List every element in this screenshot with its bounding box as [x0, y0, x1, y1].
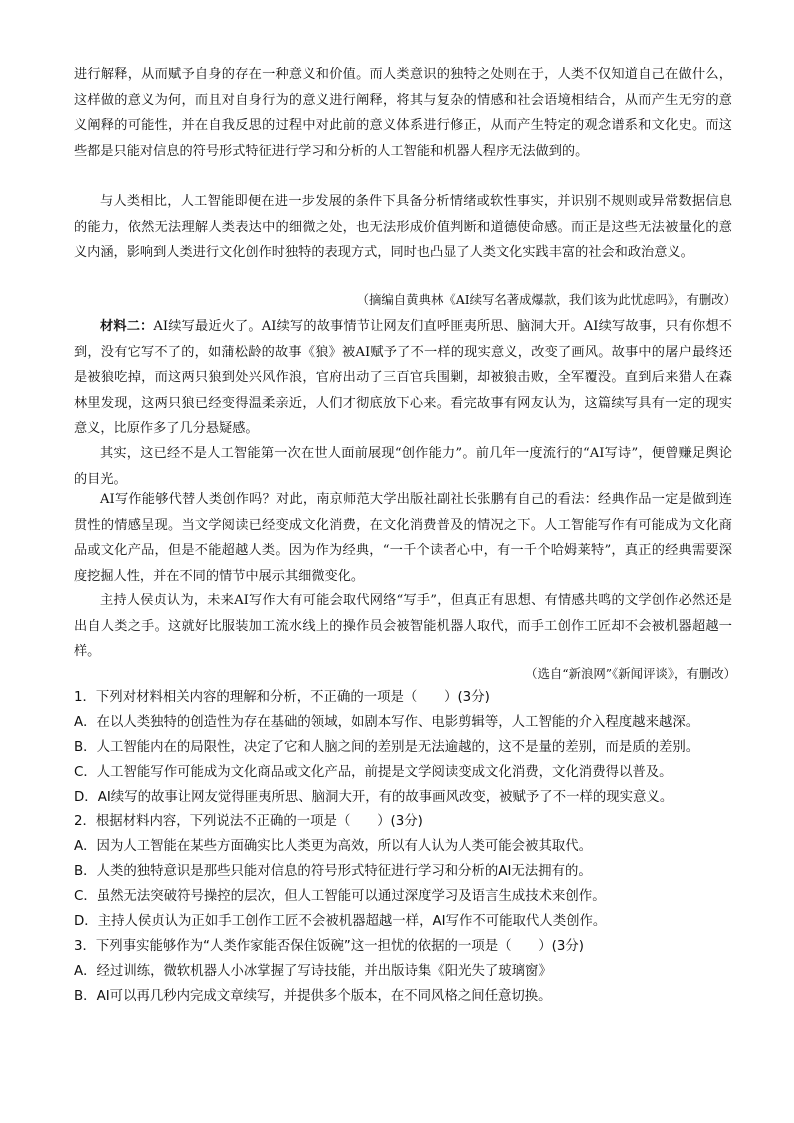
answer-option[interactable]: A．因为人工智能在某些方面确实比人类更为高效，所以有人认为人类可能会被其取代。	[74, 839, 593, 854]
answer-option[interactable]: A．经过训练，微软机器人小冰掌握了写诗技能，并出版诗集《阳光失了玻璃窗》	[74, 964, 552, 979]
answer-option[interactable]: A．在以人类独特的创造性为存在基础的领域，如剧本写作、电影剪辑等，人工智能的介入程度越来越深。	[74, 715, 700, 730]
answer-option[interactable]: B．人工智能内在的局限性，决定了它和人脑之间的差别是无法逾越的，这不是量的差别，而是质的差别。	[74, 740, 700, 755]
passage-paragraph: 与人类相比，人工智能即便在进一步发展的条件下具备分析情绪或软性事实，并识别不规则或异常数据信息的能力，依然无法理解人类表达中的细微之处，也无法形成价值判断和道德使命感。而正是这些无法被量化的意义内涵，影响到人类进行文化创作时独特的表现方式，同时也凸显了人类文化实践丰富的社会和政治意义。	[74, 194, 732, 261]
question-stem: 1．下列对材料相关内容的理解和分析，不正确的一项是（ ）(3分)	[74, 690, 490, 705]
material-label: 材料二：	[100, 319, 154, 334]
answer-option[interactable]: B．人类的独特意识是那些只能对信息的符号形式特征进行学习和分析的AI无法拥有的。	[74, 864, 592, 879]
answer-option[interactable]: C．虽然无法突破符号操控的层次，但人工智能可以通过深度学习及语言生成技术来创作。	[74, 889, 606, 904]
answer-option[interactable]: C．人工智能写作可能成为文化商品或文化产品，前提是文学阅读变成文化消费，文化消费得以普及。	[74, 765, 673, 780]
question-stem: 3．下列事实能够作为“人类作家能否保住饭碗”这一担忧的依据的一项是（ ）(3分)	[74, 939, 585, 954]
passage-paragraph: 进行解释，从而赋予自身的存在一种意义和价值。而人类意识的独特之处则在于，人类不仅知道自己在做什么，这样做的意义为何，而且对自身行为的意义进行阐释，将其与复杂的情感和社会语境相结合，从而产生无穷的意义阐释的可能性，并在自我反思的过程中对此前的意义体系进行修正，从而产生特定的观念谱系和文化史。而这些都是只能对信息的符号形式特征进行学习和分析的人工智能和机器人程序无法做到的。	[74, 67, 732, 159]
material-two-text: AI续写最近火了。AI续写的故事情节让网友们直呼匪夷所思、脑洞大开。AI续写故事，只有你想不到，没有它写不了的，如蒲松龄的故事《狼》被AI赋予了不一样的现实意义，改变了画风。故事中的屠户最终还是被狼吃掉，而这两只狼到处兴风作浪，官府出动了三百官兵围剿，却被狼击败，全军覆没。直到后来猎人在森林里发现，这两只狼已经变得温柔亲近，人们才彻底放下心来。看完故事有网友认为，这篇续写具有一定的现实意义，比原作多了几分悬疑感。	[74, 319, 732, 437]
source-citation: （选自“新浪网”《新闻评谈》，有删改）	[525, 666, 736, 681]
source-citation: （摘编自黄典林《AI续写名著成爆款，我们该为此忧虑吗》，有删改）	[356, 292, 736, 307]
answer-option[interactable]: D．主持人侯贞认为正如手工创作工匠不会被机器超越一样，AI写作不可能取代人类创作。	[74, 914, 607, 929]
material-two-paragraph	[74, 314, 732, 442]
passage-paragraph: 主持人侯贞认为，未来AI写作大有可能会取代网络“写手”，但真正有思想、有情感共鸣的文学创作必然还是出自人类之手。这就好比服装加工流水线上的操作员会被智能机器人取代，而手工创作工匠却不会被机器超越一样。	[74, 593, 732, 660]
answer-option[interactable]: D．AI续写的故事让网友觉得匪夷所思、脑洞大开，有的故事画风改变，被赋予了不一样的现实意义。	[74, 790, 674, 805]
passage-paragraph: AI写作能够代替人类创作吗？对此，南京师范大学出版社副社长张鹏有自己的看法：经典作品一定是做到连贯性的情感呈现。当文学阅读已经变成文化消费，在文化消费普及的情况之下。人工智能写作有可能成为文化商品或文化产品，但是不能超越人类。因为作为经典，“一千个读者心中，有一千个哈姆莱特”，真正的经典需要深度挖掘人性，并在不同的情节中展示其细微变化。	[74, 492, 732, 584]
answer-option[interactable]: B．AI可以再几秒内完成文章续写，并提供多个版本，在不同风格之间任意切换。	[74, 989, 552, 1004]
question-stem: 2．根据材料内容，下列说法不正确的一项是（ ）(3分)	[74, 814, 423, 829]
passage-paragraph: 其实，这已经不是人工智能第一次在世人面前展现“创作能力”。前几年一度流行的“AI写诗”，便曾赚足舆论的目光。	[74, 446, 732, 487]
